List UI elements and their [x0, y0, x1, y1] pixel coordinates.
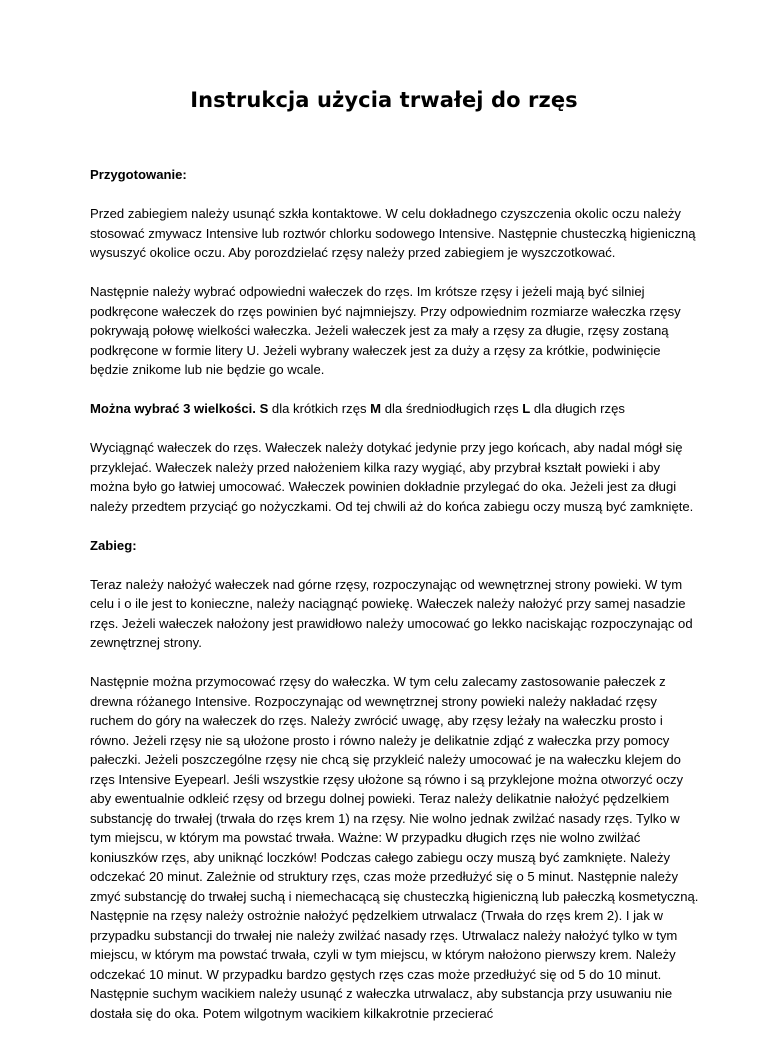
paragraph-preparation-3: Wyciągnąć wałeczek do rzęs. Wałeczek należy dotykać jedynie przy jego końcach, aby nadal mógł się przyklejać. Wałeczek należy przed nałożeniem kilka razy wygiąć, aby przybrał kształt powieki i aby można było go łatwiej umocować. Wałeczek powinien dokładnie przylegać do oka. Jeżeli jest za długi należy przedtem przyciąć go nożyczkami. Od tej chwili aż do końca zabiegu oczy muszą być zamknięte. — [90, 440, 694, 514]
paragraph-procedure-1: Teraz należy nałożyć wałeczek nad górne rzęsy, rozpoczynając od wewnętrznej strony powieki. W tym celu i o ile jest to konieczne, należy naciągnąć powiekę. Wałeczek należy nałożyć przy samej nasadzie rzęs. Jeżeli wałeczek nałożony jest prawidłowo należy umocować go lekko naciskając rozpoczynając od zewnętrznej strony. — [90, 576, 693, 650]
section-heading-procedure: Zabieg: — [90, 537, 137, 553]
size-l-label: L — [522, 401, 531, 416]
size-m-label: M — [370, 401, 382, 416]
paragraph-preparation-2: Następnie należy wybrać odpowiedni wałeczek do rzęs. Im krótsze rzęsy i jeżeli mają być silniej podkręcone wałeczek do rzęs powinien być najmniejszy. Przy odpowiednim rozmiarze wałeczka rzęsy pokrywają połowę wielkości wałeczka. Jeżeli wałeczek jest za mały a rzęsy za długie, rzęsy zostaną podkręcone w formie litery U. Jeżeli wybrany wałeczek jest za duży a rzęsy za krótkie, podwinięcie będzie znikome lub nie będzie go wcale. — [90, 284, 681, 377]
document-body — [90, 165, 702, 1043]
size-s-desc: dla krótkich rzęs — [268, 401, 371, 416]
size-s-label: S — [259, 401, 269, 416]
sizes-intro: Można wybrać 3 wielkości. — [90, 401, 256, 416]
paragraph-preparation-1: Przed zabiegiem należy usunąć szkła kontaktowe. W celu dokładnego czyszczenia okolic oczu należy stosować zmywacz Intensive lub roztwór chlorku sodowego Intensive. Następnie chusteczką higieniczną wysuszyć okolice oczu. Aby porozdzielać rzęsy należy przed zabiegiem je wyszczotkować. — [90, 206, 696, 260]
section-heading-preparation: Przygotowanie: — [90, 167, 187, 182]
document-title: Instrukcja użycia trwałej do rzęs — [190, 88, 578, 112]
size-l-desc: dla długich rzęs — [530, 401, 625, 416]
paragraph-sizes — [90, 399, 702, 419]
size-m-desc: dla średniodługich rzęs — [381, 401, 523, 416]
paragraph-procedure-2: Następnie można przymocować rzęsy do wałeczka. W tym celu zalecamy zastosowanie pałeczek z drewna różanego Intensive. Rozpoczynając od wewnętrznej strony powieki należy nakładać rzęsy ruchem do góry na wałeczek do rzęs. Należy zwrócić uwagę, aby rzęsy leżały na wałeczku prosto i równo. Jeżeli rzęsy nie są ułożone prosto i równo należy je delikatnie zdjąć z wałeczka przy pomocy pałeczki. Jeżeli poszczególne rzęsy nie chcą się przykleić należy umocować je na wałeczku klejem do rzęs Intensive Eyepearl. Jeśli wszystkie rzęsy ułożone są równo i są przyklejone można otworzyć oczy aby ewentualnie odkleić rzęsy od brzegu dolnej powieki. Teraz należy delikatnie nałożyć pędzelkiem substancję do trwałej (trwała do rzęs krem 1) na rzęsy. Nie wolno jednak zwilżać nasady rzęs. Tylko w tym miejscu, w którym ma powstać trwała. Ważne: W przypadku długich rzęs nie wolno zwilżać koniuszków rzęs, aby uniknąć loczków! Podczas całego zabiegu oczy muszą być zamknięte. Należy odczekać 20 minut. Zależnie od struktury rzęs, czas może przedłużyć się o 5 minut. Następnie należy zmyć substancję do trwałej suchą i niemechacącą się chusteczką higieniczną lub pałeczką kosmetyczną. Następnie na rzęsy należy ostrożnie nałożyć pędzelkiem utrwalacz (Trwała do rzęs krem 2). I jak w przypadku substancji do trwałej nie należy zwilżać nasady rzęs. Utrwalacz należy nałożyć tylko w tym miejscu, w którym ma powstać trwała, czyli w tym miejscu, w którym nałożono pierwszy krem. Należy odczekać 10 minut. W przypadku bardzo gęstych rzęs czas może przedłużyć się od 5 do 10 minut. Następnie suchym wacikiem należy usunąć z wałeczka utrwalacz, aby substancja przy usuwaniu nie dostała się do oka. Potem wilgotnym wacikiem kilkakrotnie przecierać — [90, 674, 699, 1021]
